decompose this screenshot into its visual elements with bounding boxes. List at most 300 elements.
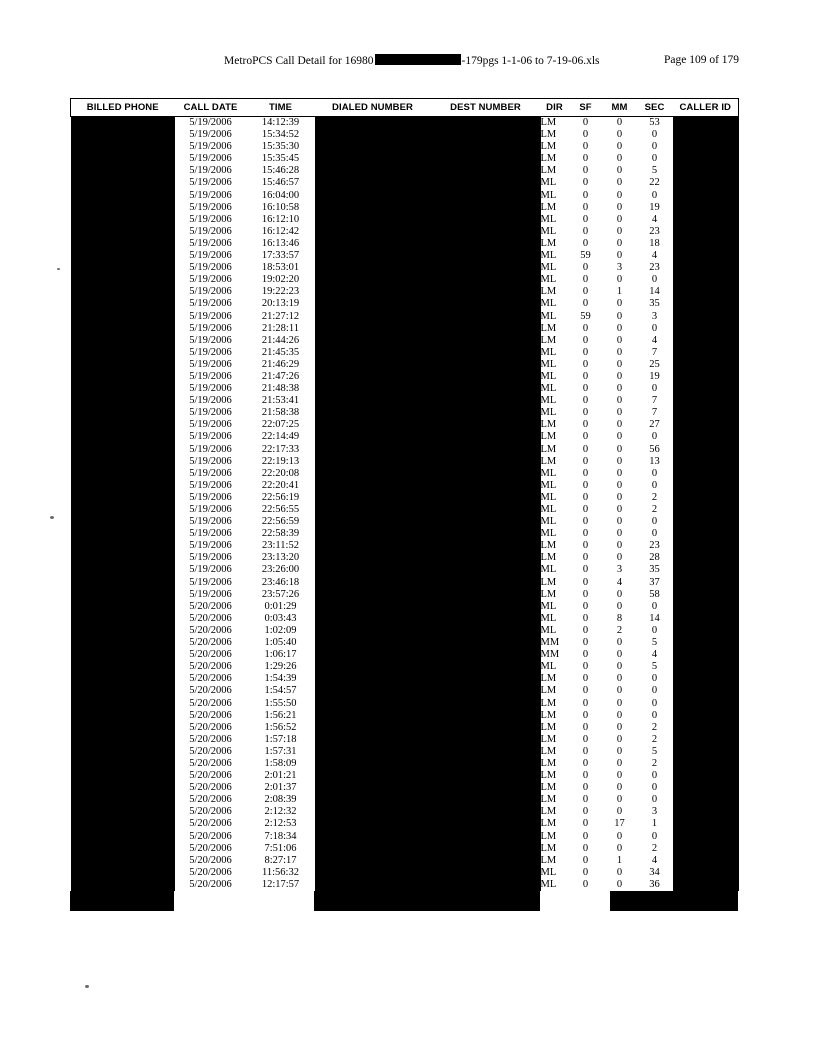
redaction-bar-billed-phone — [71, 480, 175, 492]
cell-call-date: 5/20/2006 — [189, 830, 232, 842]
cell-mm: 0 — [616, 141, 623, 153]
redaction-bar-caller-id — [673, 661, 739, 673]
redaction-bar-dialed-number — [315, 371, 431, 383]
cell-mm: 0 — [616, 504, 623, 515]
cell-mm: 0 — [616, 552, 623, 564]
table-row — [71, 782, 739, 794]
cell-sf: 0 — [582, 552, 589, 564]
redaction-bar-dest-number — [431, 371, 541, 383]
cell-mm: 8 — [616, 612, 623, 624]
redaction-bar-dest-number — [431, 649, 541, 661]
redaction-bar-dest-number — [431, 141, 541, 153]
redaction-bar-dest-number — [431, 637, 541, 649]
table-row — [71, 710, 739, 722]
redaction-bar-billed-phone — [71, 552, 175, 564]
redaction-bar-caller-id — [673, 141, 739, 153]
column-header-dialed-number: DIALED NUMBER — [315, 99, 431, 117]
cell-call-date: 5/19/2006 — [189, 153, 232, 165]
cell-mm: 2 — [616, 624, 623, 636]
redaction-bar-dialed-number — [315, 879, 431, 891]
cell-mm: 0 — [616, 600, 623, 612]
table-row — [71, 480, 739, 492]
cell-mm: 0 — [616, 830, 623, 842]
cell-dir: ML — [540, 866, 557, 878]
cell-call-date: 5/19/2006 — [189, 528, 232, 540]
cell-dir: ML — [540, 262, 557, 274]
cell-call-date: 5/19/2006 — [189, 334, 232, 346]
redaction-bar-billed-phone — [71, 335, 175, 347]
redaction-bar-dialed-number — [315, 214, 431, 226]
cell-sf: 0 — [582, 878, 589, 890]
cell-mm: 0 — [616, 467, 623, 479]
cell-sec: 2 — [651, 504, 658, 515]
cell-sec: 0 — [651, 685, 658, 697]
scan-speck — [50, 516, 54, 519]
redaction-bar-dest-number — [431, 758, 541, 770]
cell-sec: 56 — [649, 443, 660, 455]
redaction-bar-caller-id — [673, 407, 739, 419]
redaction-bar-numbers-tail — [314, 891, 540, 911]
redaction-bar-billed-phone — [71, 818, 175, 830]
redaction-bar-billed-phone — [71, 794, 175, 806]
redaction-bar-billed-phone — [71, 214, 175, 226]
cell-mm: 0 — [616, 697, 623, 709]
cell-sec: 4 — [651, 213, 658, 225]
column-header-caller-id: CALLER ID — [673, 99, 739, 117]
cell-mm: 0 — [616, 117, 623, 128]
cell-call-date: 5/19/2006 — [189, 407, 232, 419]
redaction-bar-title — [375, 54, 461, 65]
redaction-bar-caller-id — [673, 202, 739, 214]
cell-sec: 0 — [651, 467, 658, 479]
cell-sf: 0 — [582, 455, 589, 467]
cell-call-date: 5/19/2006 — [189, 552, 232, 564]
redaction-bar-billed-phone — [71, 371, 175, 383]
cell-dir: LM — [540, 443, 557, 455]
redaction-bar-dest-number — [431, 153, 541, 165]
redaction-bar-dest-number — [431, 818, 541, 830]
redaction-bar-caller-id — [673, 722, 739, 734]
cell-sec: 0 — [651, 479, 658, 491]
redaction-bar-dest-number — [431, 262, 541, 274]
cell-time: 1:57:18 — [264, 733, 297, 745]
cell-time: 22:14:49 — [261, 431, 300, 443]
redaction-bar-caller-id — [673, 214, 739, 226]
redaction-bar-dialed-number — [315, 444, 431, 456]
cell-mm: 0 — [616, 298, 623, 310]
cell-dir: LM — [540, 165, 557, 177]
cell-dir: ML — [540, 467, 557, 479]
redaction-bar-billed-phone — [71, 698, 175, 710]
table-row — [71, 468, 739, 480]
cell-mm: 0 — [616, 419, 623, 431]
redaction-bar-caller-id — [673, 673, 739, 685]
cell-dir: LM — [540, 697, 557, 709]
cell-call-date: 5/19/2006 — [189, 286, 232, 298]
cell-sf: 0 — [582, 564, 589, 576]
table-row — [71, 673, 739, 685]
redaction-bar-dest-number — [431, 782, 541, 794]
cell-call-date: 5/19/2006 — [189, 588, 232, 600]
cell-sf: 0 — [582, 528, 589, 540]
redaction-bar-dialed-number — [315, 117, 431, 130]
cell-sf: 0 — [582, 673, 589, 685]
cell-time: 21:53:41 — [261, 395, 300, 407]
cell-mm: 1 — [616, 854, 623, 866]
redaction-bar-caller-id — [673, 492, 739, 504]
redaction-bar-caller-id — [673, 806, 739, 818]
table-row — [71, 444, 739, 456]
redaction-bar-caller-id — [673, 589, 739, 601]
cell-time: 19:02:20 — [261, 274, 300, 286]
cell-time: 22:56:19 — [261, 491, 300, 503]
cell-call-date: 5/19/2006 — [189, 370, 232, 382]
redaction-bar-dialed-number — [315, 794, 431, 806]
cell-dir: LM — [540, 576, 557, 588]
cell-sf: 0 — [582, 806, 589, 818]
cell-sf: 0 — [582, 237, 589, 249]
table-row — [71, 867, 739, 879]
redaction-bar-dest-number — [431, 298, 541, 310]
redaction-bar-dialed-number — [315, 311, 431, 323]
cell-mm: 0 — [616, 721, 623, 733]
cell-mm: 0 — [616, 395, 623, 407]
cell-time: 21:48:38 — [261, 383, 300, 395]
cell-sec: 0 — [651, 516, 658, 528]
redaction-bar-dialed-number — [315, 685, 431, 697]
cell-time: 15:35:30 — [261, 141, 300, 153]
cell-time: 1:56:52 — [264, 721, 297, 733]
table-row — [71, 855, 739, 867]
redaction-bar-dialed-number — [315, 419, 431, 431]
cell-dir: LM — [540, 685, 557, 697]
redaction-bar-dialed-number — [315, 843, 431, 855]
redaction-bar-caller-id — [673, 782, 739, 794]
cell-call-date: 5/19/2006 — [189, 117, 232, 128]
cell-call-date: 5/19/2006 — [189, 225, 232, 237]
redaction-bar-dest-number — [431, 746, 541, 758]
redaction-bar-dest-number — [431, 117, 541, 130]
cell-time: 1:02:09 — [264, 624, 297, 636]
cell-sec: 28 — [649, 552, 660, 564]
cell-time: 7:18:34 — [264, 830, 297, 842]
cell-dir: ML — [540, 407, 557, 419]
cell-sec: 37 — [649, 576, 660, 588]
cell-call-date: 5/19/2006 — [189, 177, 232, 189]
redaction-bar-billed-phone-tail — [70, 891, 174, 911]
redaction-bar-dialed-number — [315, 456, 431, 468]
cell-time: 22:56:55 — [261, 504, 300, 515]
cell-call-date: 5/19/2006 — [189, 237, 232, 249]
cell-time: 20:13:19 — [261, 298, 300, 310]
cell-mm: 0 — [616, 637, 623, 649]
redaction-bar-dest-number — [431, 226, 541, 238]
table-row — [71, 734, 739, 746]
redaction-bar-caller-id — [673, 371, 739, 383]
table-row — [71, 722, 739, 734]
cell-dir: LM — [540, 854, 557, 866]
cell-dir: LM — [540, 153, 557, 165]
redaction-bar-billed-phone — [71, 673, 175, 685]
cell-call-date: 5/19/2006 — [189, 250, 232, 262]
cell-sec: 36 — [649, 878, 660, 890]
cell-sec: 53 — [649, 117, 660, 128]
cell-dir: LM — [540, 455, 557, 467]
cell-sf: 0 — [582, 479, 589, 491]
cell-mm: 0 — [616, 733, 623, 745]
cell-dir: LM — [540, 141, 557, 153]
redaction-bar-dialed-number — [315, 238, 431, 250]
cell-dir: LM — [540, 794, 557, 806]
cell-dir: LM — [540, 757, 557, 769]
redaction-bar-billed-phone — [71, 383, 175, 395]
cell-mm: 0 — [616, 745, 623, 757]
cell-mm: 0 — [616, 310, 623, 322]
cell-mm: 0 — [616, 757, 623, 769]
redaction-bar-caller-id — [673, 190, 739, 202]
redaction-bar-billed-phone — [71, 117, 175, 130]
redaction-bar-billed-phone — [71, 782, 175, 794]
redaction-bar-dialed-number — [315, 577, 431, 589]
redaction-bar-dest-number — [431, 831, 541, 843]
redaction-bar-dialed-number — [315, 613, 431, 625]
redaction-bar-dialed-number — [315, 806, 431, 818]
cell-time: 2:12:53 — [264, 818, 297, 830]
cell-mm: 1 — [616, 286, 623, 298]
cell-call-date: 5/20/2006 — [189, 624, 232, 636]
redaction-bar-billed-phone — [71, 431, 175, 443]
cell-sf: 0 — [582, 407, 589, 419]
cell-mm: 0 — [616, 346, 623, 358]
cell-sf: 0 — [582, 177, 589, 189]
cell-sf: 0 — [582, 588, 589, 600]
redaction-bar-dialed-number — [315, 347, 431, 359]
cell-sf: 0 — [582, 830, 589, 842]
cell-time: 8:27:17 — [264, 854, 297, 866]
cell-dir: MM — [540, 637, 560, 649]
cell-call-date: 5/19/2006 — [189, 129, 232, 141]
table-row — [71, 818, 739, 830]
column-header-sec: SEC — [637, 99, 673, 117]
cell-mm: 0 — [616, 165, 623, 177]
redaction-bar-caller-id — [673, 504, 739, 516]
table-row — [71, 190, 739, 202]
table-row — [71, 311, 739, 323]
redaction-bar-dialed-number — [315, 226, 431, 238]
redaction-bar-billed-phone — [71, 528, 175, 540]
cell-time: 15:46:57 — [261, 177, 300, 189]
cell-mm: 0 — [616, 661, 623, 673]
cell-sf: 0 — [582, 733, 589, 745]
cell-sf: 0 — [582, 745, 589, 757]
cell-sec: 5 — [651, 165, 658, 177]
report-title — [224, 54, 600, 67]
redaction-bar-dest-number — [431, 480, 541, 492]
cell-call-date: 5/19/2006 — [189, 358, 232, 370]
redaction-bar-caller-id — [673, 698, 739, 710]
cell-dir: MM — [540, 649, 560, 661]
cell-time: 22:17:33 — [261, 443, 300, 455]
cell-dir: ML — [540, 250, 557, 262]
cell-time: 21:28:11 — [262, 322, 299, 334]
redaction-bar-dialed-number — [315, 552, 431, 564]
redaction-bar-dialed-number — [315, 734, 431, 746]
table-row — [71, 504, 739, 516]
cell-sec: 18 — [649, 237, 660, 249]
cell-mm: 0 — [616, 177, 623, 189]
cell-dir: ML — [540, 612, 557, 624]
table-row — [71, 347, 739, 359]
redaction-bar-dest-number — [431, 661, 541, 673]
cell-dir: LM — [540, 842, 557, 854]
cell-call-date: 5/19/2006 — [189, 467, 232, 479]
redaction-bar-caller-id — [673, 528, 739, 540]
cell-call-date: 5/20/2006 — [189, 770, 232, 782]
redaction-bar-billed-phone — [71, 746, 175, 758]
cell-time: 21:58:38 — [261, 407, 300, 419]
cell-sec: 14 — [649, 612, 660, 624]
cell-dir: LM — [540, 733, 557, 745]
cell-sf: 0 — [582, 129, 589, 141]
table-row — [71, 794, 739, 806]
redaction-bar-dialed-number — [315, 177, 431, 189]
redaction-bar-billed-phone — [71, 129, 175, 141]
cell-mm: 0 — [616, 455, 623, 467]
cell-sec: 4 — [651, 649, 658, 661]
cell-sf: 0 — [582, 624, 589, 636]
cell-sf: 0 — [582, 370, 589, 382]
redaction-bar-billed-phone — [71, 298, 175, 310]
redaction-bar-dialed-number — [315, 407, 431, 419]
cell-call-date: 5/20/2006 — [189, 745, 232, 757]
table-row — [71, 250, 739, 262]
redaction-bar-dest-number — [431, 589, 541, 601]
table-row — [71, 685, 739, 697]
table-row — [71, 177, 739, 189]
redaction-bar-dest-number — [431, 601, 541, 613]
cell-sf: 0 — [582, 189, 589, 201]
redaction-bar-caller-id — [673, 734, 739, 746]
table-body — [71, 117, 739, 892]
cell-sec: 0 — [651, 782, 658, 794]
cell-sf: 0 — [582, 286, 589, 298]
redaction-bar-billed-phone — [71, 685, 175, 697]
cell-sec: 2 — [651, 721, 658, 733]
redaction-bar-dialed-number — [315, 528, 431, 540]
redaction-bar-dest-number — [431, 843, 541, 855]
redaction-bar-dest-number — [431, 250, 541, 262]
redaction-bar-dialed-number — [315, 480, 431, 492]
redaction-bar-caller-id — [673, 298, 739, 310]
redaction-bar-dest-number — [431, 431, 541, 443]
cell-mm: 3 — [616, 564, 623, 576]
redaction-bar-dialed-number — [315, 298, 431, 310]
page-number-label: Page 109 of 179 — [664, 54, 740, 66]
cell-dir: LM — [540, 322, 557, 334]
cell-call-date: 5/19/2006 — [189, 504, 232, 515]
redaction-bar-caller-id — [673, 359, 739, 371]
redaction-bar-dest-number — [431, 685, 541, 697]
redaction-bar-billed-phone — [71, 601, 175, 613]
cell-sf: 0 — [582, 782, 589, 794]
cell-sec: 0 — [651, 141, 658, 153]
redaction-bar-caller-id — [673, 601, 739, 613]
cell-time: 19:22:23 — [261, 286, 300, 298]
redaction-bar-dialed-number — [315, 129, 431, 141]
cell-time: 2:08:39 — [264, 794, 297, 806]
cell-call-date: 5/19/2006 — [189, 383, 232, 395]
table-row — [71, 226, 739, 238]
redaction-bar-billed-phone — [71, 843, 175, 855]
cell-sec: 3 — [651, 806, 658, 818]
cell-sf: 0 — [582, 141, 589, 153]
cell-time: 1:58:09 — [264, 757, 297, 769]
cell-call-date: 5/19/2006 — [189, 431, 232, 443]
cell-mm: 0 — [616, 709, 623, 721]
cell-dir: LM — [540, 818, 557, 830]
redaction-bar-billed-phone — [71, 226, 175, 238]
redaction-bar-caller-id — [673, 286, 739, 298]
cell-time: 23:13:20 — [261, 552, 300, 564]
table-row — [71, 806, 739, 818]
redaction-bar-dest-number — [431, 552, 541, 564]
table-row — [71, 286, 739, 298]
redaction-bar-caller-id — [673, 746, 739, 758]
redaction-bar-billed-phone — [71, 395, 175, 407]
redaction-bar-dest-number — [431, 202, 541, 214]
cell-sec: 0 — [651, 129, 658, 141]
redaction-bar-dialed-number — [315, 758, 431, 770]
cell-dir: LM — [540, 673, 557, 685]
redaction-bar-caller-id — [673, 564, 739, 576]
cell-call-date: 5/20/2006 — [189, 612, 232, 624]
cell-call-date: 5/19/2006 — [189, 141, 232, 153]
redaction-bar-dialed-number — [315, 262, 431, 274]
redaction-bar-caller-id — [673, 347, 739, 359]
cell-dir: LM — [540, 806, 557, 818]
redaction-bar-caller-id — [673, 395, 739, 407]
cell-time: 15:46:28 — [261, 165, 300, 177]
cell-sec: 13 — [649, 455, 660, 467]
redaction-bar-caller-id — [673, 383, 739, 395]
cell-time: 2:01:37 — [264, 782, 297, 794]
cell-dir: ML — [540, 624, 557, 636]
cell-mm: 0 — [616, 673, 623, 685]
redaction-bar-billed-phone — [71, 311, 175, 323]
cell-time: 2:12:32 — [264, 806, 297, 818]
redaction-bar-caller-id — [673, 867, 739, 879]
cell-sf: 0 — [582, 661, 589, 673]
cell-dir: LM — [540, 129, 557, 141]
cell-sf: 0 — [582, 443, 589, 455]
cell-sf: 0 — [582, 757, 589, 769]
cell-sf: 0 — [582, 612, 589, 624]
redaction-bar-billed-phone — [71, 286, 175, 298]
redaction-bar-dest-number — [431, 722, 541, 734]
cell-sf: 0 — [582, 117, 589, 128]
cell-sec: 4 — [651, 250, 658, 262]
cell-time: 22:20:41 — [261, 479, 300, 491]
table-row — [71, 625, 739, 637]
cell-dir: LM — [540, 286, 557, 298]
redaction-bar-caller-id — [673, 818, 739, 830]
redaction-bar-caller-id — [673, 431, 739, 443]
cell-time: 7:51:06 — [264, 842, 297, 854]
redaction-bar-dialed-number — [315, 492, 431, 504]
cell-call-date: 5/19/2006 — [189, 479, 232, 491]
cell-sec: 5 — [651, 745, 658, 757]
cell-mm: 0 — [616, 782, 623, 794]
